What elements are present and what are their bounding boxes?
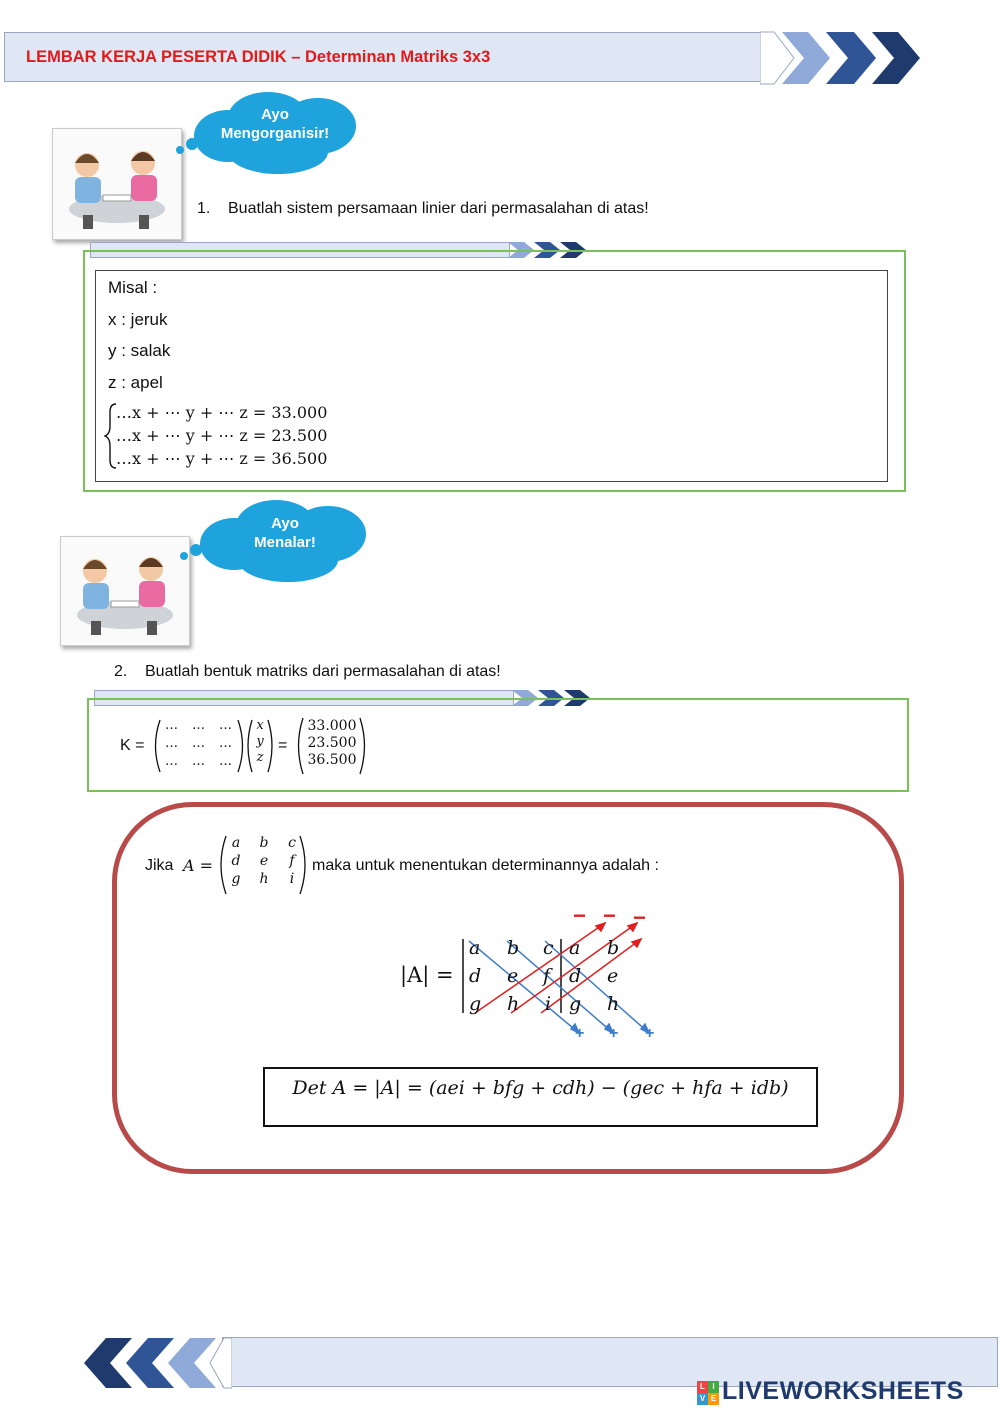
jika-label: Jika xyxy=(145,857,174,874)
matrix-a-cell: f xyxy=(289,853,295,869)
coef-cell: … xyxy=(165,736,178,751)
coef-cell: … xyxy=(192,718,205,733)
instruction-2: Buatlah bentuk matriks dari permasalahan di atas! xyxy=(145,663,501,680)
sarrus-entry: b xyxy=(607,937,620,959)
coef-cell: … xyxy=(192,754,205,769)
header-chevrons xyxy=(760,28,930,88)
discussion-illustration-2 xyxy=(60,536,190,646)
vector-z: z xyxy=(256,750,264,765)
sarrus-labels xyxy=(455,905,675,1045)
page-title: LEMBAR KERJA PESERTA DIDIK – Determinan Matriks 3x3 xyxy=(26,48,491,66)
sarrus-entry: d xyxy=(569,965,582,987)
plus-sign: + xyxy=(575,1025,585,1042)
minus-sign: − xyxy=(603,903,616,928)
variable-vector xyxy=(252,718,268,765)
matrix-a-label: A = xyxy=(183,856,214,875)
matrix-a-cell: d xyxy=(231,853,241,869)
sarrus-entry: f xyxy=(543,965,551,987)
constant-value: 36.500 xyxy=(307,752,357,768)
k-label: K = xyxy=(120,737,145,754)
matrix-a-cell: i xyxy=(289,871,295,887)
coef-cell: … xyxy=(219,718,232,733)
determinant-formula: Det A = |A| = (aei + bfg + cdh) − (gec + hfa + idb) xyxy=(292,1077,789,1099)
badge-letter: I xyxy=(708,1381,719,1393)
determinant-intro: maka untuk menentukan determinannya adalah : xyxy=(312,857,659,874)
coef-cell: … xyxy=(192,736,205,751)
sarrus-entry: c xyxy=(543,937,554,959)
constant-value: 33.000 xyxy=(307,718,357,734)
instruction-1-number: 1. xyxy=(197,200,211,217)
sarrus-entry: b xyxy=(507,937,520,959)
vector-y: y xyxy=(256,734,264,749)
students-discussion-icon xyxy=(53,129,181,239)
chevron-light-icon xyxy=(168,1338,216,1388)
chevron-mid-icon xyxy=(826,32,876,84)
brand-wordmark: LIVEWORKSHEETS xyxy=(722,1377,964,1405)
sarrus-entry: h xyxy=(507,993,520,1015)
equation-2: …x + ⋯ y + ⋯ z = 23.500 xyxy=(116,426,328,445)
matrix-a-cell: b xyxy=(259,835,269,851)
constants-vector xyxy=(304,718,360,768)
coef-cell: … xyxy=(165,718,178,733)
matrix-a-cell: a xyxy=(231,835,241,851)
badge-letter: L xyxy=(697,1381,708,1393)
var-y: y : salak xyxy=(108,341,171,360)
plus-sign: + xyxy=(609,1025,619,1042)
misal-label: Misal : xyxy=(108,278,158,297)
matrix-a xyxy=(222,835,306,887)
var-z: z : apel xyxy=(108,373,163,392)
students-discussion-icon xyxy=(61,537,189,645)
matrix-a-cell: c xyxy=(288,835,296,851)
matrix-a-cell: g xyxy=(231,871,241,887)
matrix-a-cell: h xyxy=(259,871,269,887)
equation-3: …x + ⋯ y + ⋯ z = 36.500 xyxy=(116,449,328,468)
sarrus-entry: g xyxy=(569,993,582,1015)
footer-chevrons xyxy=(82,1334,232,1392)
coef-cell: … xyxy=(219,754,232,769)
var-x: x : jeruk xyxy=(108,310,168,329)
equals-sign: = xyxy=(278,737,288,754)
instruction-1: Buatlah sistem persamaan linier dari permasalahan di atas! xyxy=(228,200,649,217)
badge-letter: E xyxy=(708,1393,719,1405)
bubble-text-reason: Ayo Menalar! xyxy=(254,515,316,551)
bubble-text-organize: Ayo Mengorganisir! xyxy=(220,106,330,142)
discussion-illustration xyxy=(52,128,182,240)
chevron-mid-icon xyxy=(126,1338,174,1388)
constant-value: 23.500 xyxy=(307,735,357,751)
equation-1: …x + ⋯ y + ⋯ z = 33.000 xyxy=(116,403,328,422)
sarrus-entry: e xyxy=(607,965,619,987)
minus-sign: − xyxy=(633,905,646,930)
sarrus-entry: e xyxy=(507,965,519,987)
chevron-dark-icon xyxy=(84,1338,132,1388)
sarrus-entry: i xyxy=(545,993,552,1015)
badge-letter: V xyxy=(697,1393,708,1405)
coefficient-matrix xyxy=(158,718,240,769)
sarrus-entry: g xyxy=(469,993,482,1015)
plus-sign: + xyxy=(645,1025,655,1042)
vector-x: x xyxy=(256,718,264,733)
chevron-dark-icon xyxy=(872,32,920,84)
coef-cell: … xyxy=(165,754,178,769)
coef-cell: … xyxy=(219,736,232,751)
liveworksheets-logo-icon xyxy=(697,1381,719,1405)
instruction-2-number: 2. xyxy=(114,663,128,680)
matrix-a-cell: e xyxy=(259,853,269,869)
abs-a-label: |A| = xyxy=(400,963,454,987)
sarrus-entry: a xyxy=(569,937,581,959)
sarrus-entry: h xyxy=(607,993,620,1015)
minus-sign: − xyxy=(573,903,586,928)
sarrus-entry: d xyxy=(469,965,482,987)
sarrus-entry: a xyxy=(469,937,481,959)
